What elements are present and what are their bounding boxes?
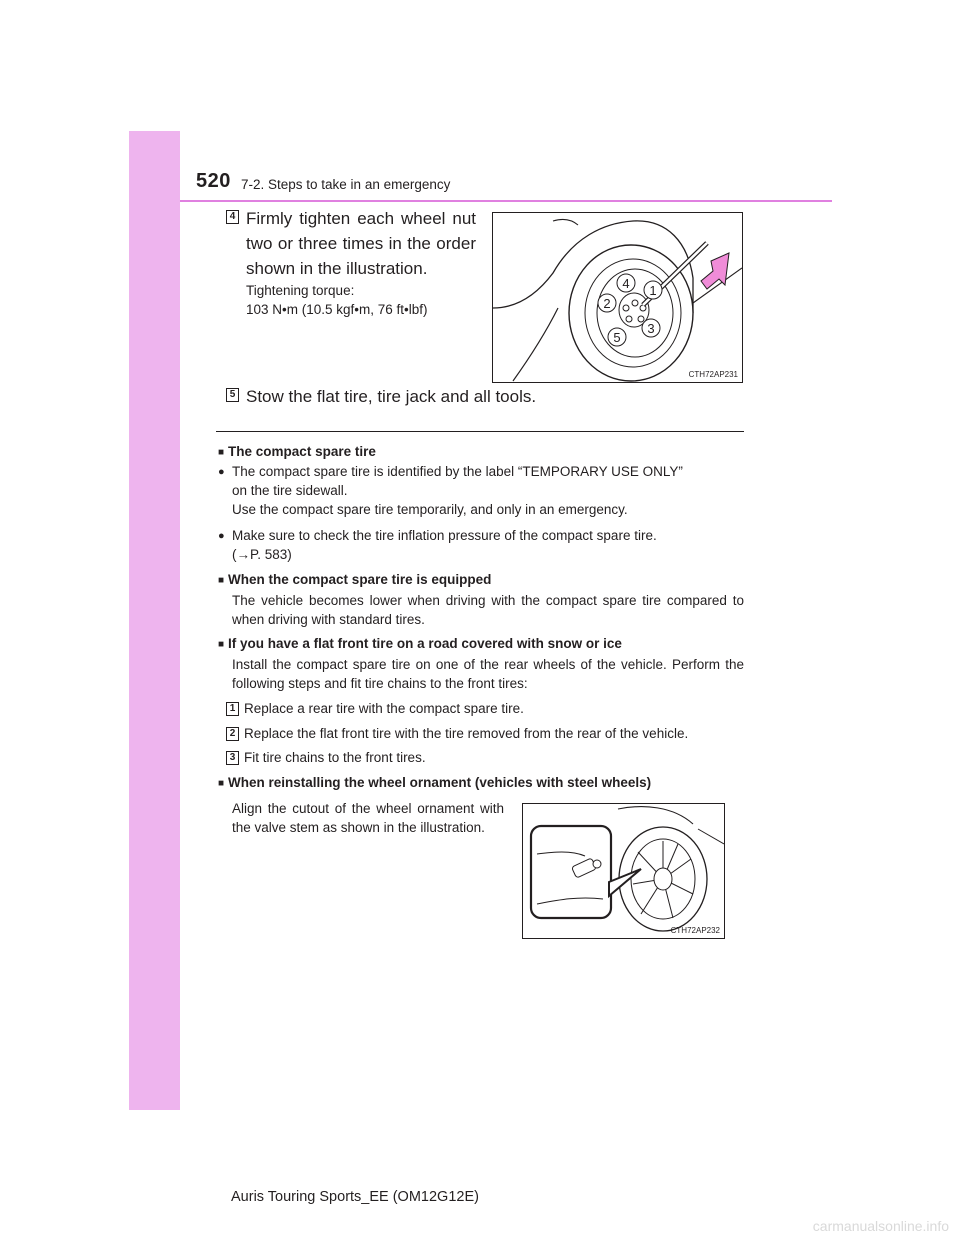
side-color-strip bbox=[129, 131, 180, 1110]
equipped-heading: ■ When the compact spare tire is equipped bbox=[218, 572, 491, 587]
page-reference-link[interactable]: (→P. 583) bbox=[232, 547, 292, 562]
ornament-text: Align the cutout of the wheel ornament with the valve stem as shown in the illustration. bbox=[232, 801, 504, 835]
spare-tire-bullet-1 bbox=[232, 462, 744, 519]
nut-order-2: 2 bbox=[603, 296, 611, 311]
step-5-number: 5 bbox=[226, 388, 239, 402]
spare-bullet-1-line-2: on the tire sidewall. bbox=[232, 483, 348, 498]
sub-step-1-number: 1 bbox=[226, 702, 239, 716]
sub-step-1-text: Replace a rear tire with the compact spare tire. bbox=[244, 701, 524, 716]
torque-label: Tightening torque: bbox=[246, 283, 355, 298]
nut-order-4: 4 bbox=[622, 276, 630, 291]
wheel-nut-illustration bbox=[493, 213, 742, 382]
spare-bullet-2-line-1: ● Make sure to check the tire inflation pressure of the compact spare tire. bbox=[232, 528, 657, 543]
wheel-ornament-illustration bbox=[523, 804, 724, 938]
manual-footer: Auris Touring Sports_EE (OM12G12E) bbox=[231, 1189, 479, 1205]
notes-divider bbox=[216, 431, 744, 432]
torque-value: 103 N•m (10.5 kgf•m, 76 ft•lbf) bbox=[246, 302, 428, 317]
figure-code-2: CTH72AP232 bbox=[670, 926, 720, 935]
wheel-ornament-figure bbox=[522, 803, 725, 939]
header-rule bbox=[180, 200, 832, 202]
sub-step-2-text: Replace the flat front tire with the tire removed from the rear of the vehicle. bbox=[244, 726, 689, 741]
spare-bullet-1-line-3: Use the compact spare tire temporarily, and only in an emergency. bbox=[232, 502, 628, 517]
step-4-text: Firmly tighten each wheel nut two or three times in the order shown in the illustration. bbox=[246, 209, 476, 278]
nut-order-3: 3 bbox=[647, 321, 655, 336]
page-number: 520 bbox=[196, 170, 231, 192]
section-title: 7-2. Steps to take in an emergency bbox=[241, 177, 451, 192]
spare-bullet-1-line-1: ● The compact spare tire is identified by the label “TEMPORARY USE ONLY” bbox=[232, 464, 683, 479]
snow-text: Install the compact spare tire on one of the rear wheels of the vehicle. Perform the following steps and fit tire chains to the front tires: bbox=[232, 657, 744, 691]
sub-step-3-number: 3 bbox=[226, 751, 239, 765]
nut-order-5: 5 bbox=[613, 330, 621, 345]
nut-order-1: 1 bbox=[649, 283, 657, 298]
equipped-text: The vehicle becomes lower when driving with the compact spare tire compared to when driving with standard tires. bbox=[232, 593, 744, 627]
step-4-number: 4 bbox=[226, 210, 239, 224]
figure-code-1: CTH72AP231 bbox=[688, 370, 738, 379]
sub-step-3-text: Fit tire chains to the front tires. bbox=[244, 750, 426, 765]
watermark: carmanualsonline.info bbox=[812, 1218, 949, 1234]
wheel-nut-figure bbox=[492, 212, 743, 383]
spare-tire-heading: ■ The compact spare tire bbox=[218, 444, 376, 459]
sub-step-2-number: 2 bbox=[226, 727, 239, 741]
ornament-heading: ■ When reinstalling the wheel ornament (vehicles with steel wheels) bbox=[218, 775, 651, 790]
step-5-text: Stow the flat tire, tire jack and all tools. bbox=[246, 387, 537, 406]
spare-tire-bullet-2 bbox=[232, 526, 744, 564]
snow-heading: ■ If you have a flat front tire on a road covered with snow or ice bbox=[218, 636, 622, 651]
